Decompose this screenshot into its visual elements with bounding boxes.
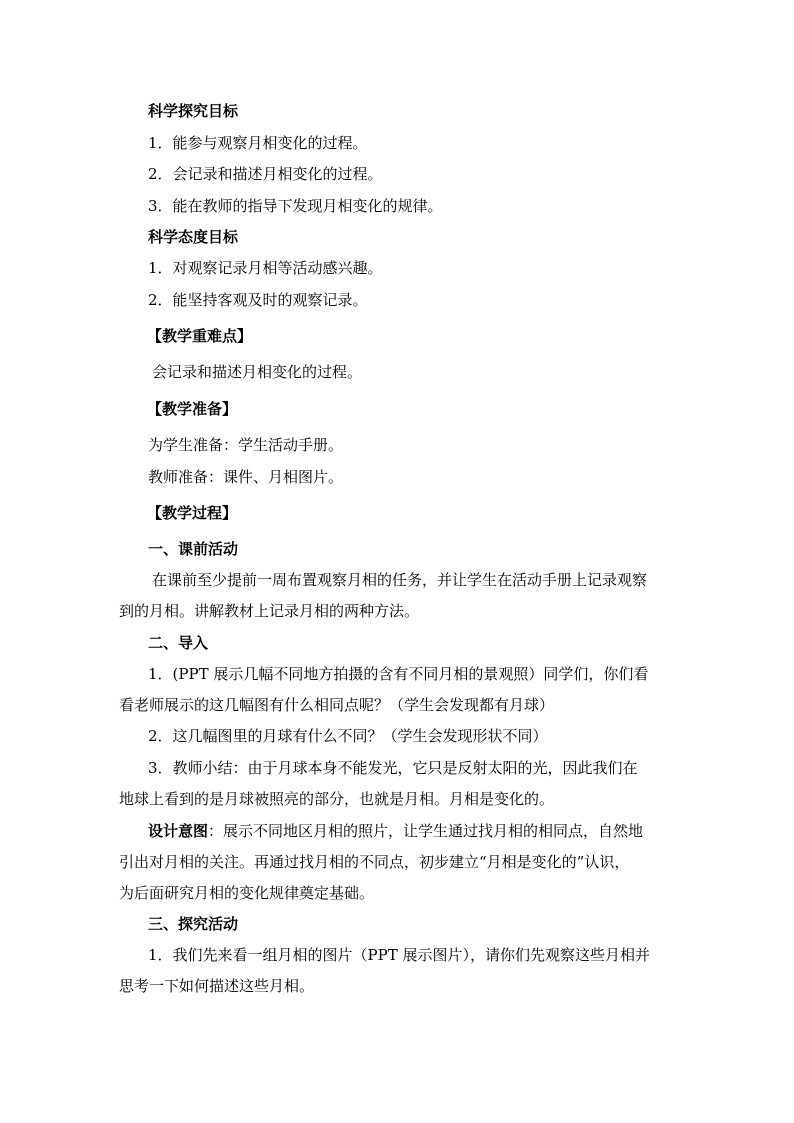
section3-item1-line1: 1．我们先来看一组月相的图片（PPT 展示图片），请你们先观察这些月相并 <box>148 946 651 964</box>
section1-text-line1: 在课前至少提前一周布置观察月相的任务，并让学生在活动手册上记录观察 <box>152 571 648 589</box>
section2-item3-line2: 地球上看到的是月球被照亮的部分，也就是月相。月相是变化的。 <box>119 790 555 808</box>
design-intent-line3: 为后面研究月相的变化规律奠定基础。 <box>119 884 375 902</box>
key-points-heading: 【教学重难点】 <box>147 327 253 345</box>
section3-heading: 三、探究活动 <box>148 915 239 933</box>
key-points-text: 会记录和描述月相变化的过程。 <box>152 363 363 381</box>
section1-text-line2: 到的月相。讲解教材上记录月相的两种方法。 <box>119 602 420 620</box>
section2-item2: 2．这几幅图里的月球有什么不同？（学生会发现形状不同） <box>148 727 548 745</box>
section1-heading: 一、课前活动 <box>148 540 239 558</box>
inquiry-goal-2: 2．会记录和描述月相变化的过程。 <box>148 165 383 183</box>
section2-item3-line1: 3．教师小结：由于月球本身不能发光，它只是反射太阳的光，因此我们在 <box>148 759 638 777</box>
design-intent-line2: 引出对月相的关注。再通过找月相的不同点，初步建立“月相是变化的”认识， <box>119 853 630 871</box>
design-intent-line1-text: ：展示不同地区月相的照片，让学生通过找月相的相同点，自然地 <box>208 822 644 840</box>
section3-item1-line2: 思考一下如何描述这些月相。 <box>119 977 315 995</box>
design-intent-label: 设计意图 <box>148 822 209 840</box>
preparation-students: 为学生准备：学生活动手册。 <box>148 436 344 454</box>
process-heading: 【教学过程】 <box>147 504 238 522</box>
inquiry-goal-1: 1．能参与观察月相变化的过程。 <box>148 134 368 152</box>
design-intent-line1 <box>148 821 643 841</box>
section2-item1-line1: 1．(PPT 展示几幅不同地方拍摄的含有不同月相的景观照）同学们，你们看 <box>148 665 649 683</box>
preparation-teacher: 教师准备：课件、月相图片。 <box>148 468 344 486</box>
inquiry-goal-3: 3．能在教师的指导下发现月相变化的规律。 <box>148 197 443 215</box>
science-inquiry-goal-heading: 科学探究目标 <box>148 102 239 120</box>
science-attitude-goal-heading: 科学态度目标 <box>148 228 239 246</box>
preparation-heading: 【教学准备】 <box>147 400 238 418</box>
attitude-goal-2: 2．能坚持客观及时的观察记录。 <box>148 291 368 309</box>
attitude-goal-1: 1．对观察记录月相等活动感兴趣。 <box>148 259 383 277</box>
section2-heading: 二、导入 <box>148 634 209 652</box>
section2-item1-line2: 看老师展示的这几幅图有什么相同点呢？（学生会发现都有月球） <box>119 696 555 714</box>
